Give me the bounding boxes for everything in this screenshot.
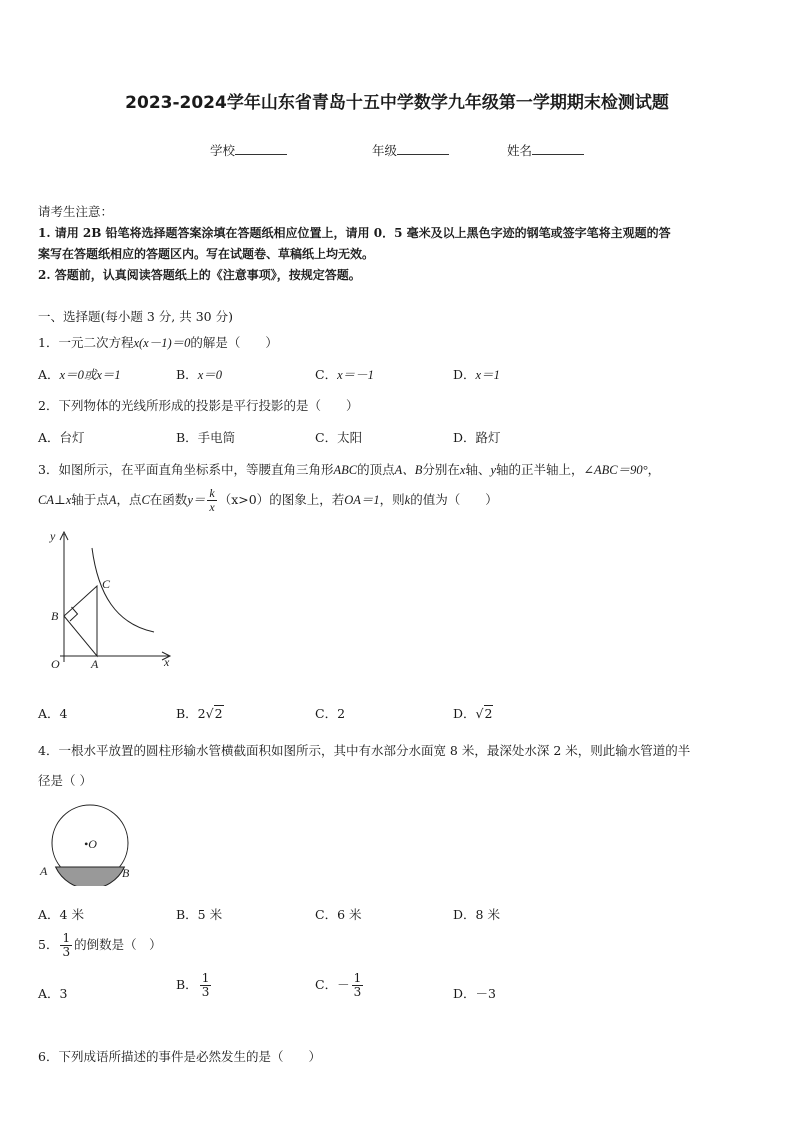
- q3-text: ，点: [116, 492, 142, 507]
- notice-line-1: 1. 请用 2B 铅笔将选择题答案涂填在答题纸相应位置上，请用 0．5 毫米及以上黑色字迹的钢笔或签字笔将主观题的答: [38, 226, 671, 240]
- q1-suffix: 的解是（ ）: [190, 335, 278, 350]
- q5-option-b-num: 1: [201, 971, 210, 985]
- q3-text: 的值为（ ）: [410, 492, 498, 507]
- q1-option-a-text: x＝0或x＝1: [59, 368, 121, 382]
- q1-equation: x(x－1)＝0: [133, 336, 191, 350]
- q5-option-c[interactable]: [315, 972, 365, 999]
- q3-fraction-den: x: [209, 500, 215, 514]
- q5-prefix: 5．: [38, 937, 59, 952]
- q5-option-b-label: B．: [176, 977, 198, 992]
- q3-angle: ∠ABC＝90°: [583, 463, 648, 477]
- q5-option-c-den: 3: [353, 985, 362, 999]
- sqrt-icon: √: [205, 706, 214, 721]
- q1-option-b[interactable]: [176, 365, 222, 383]
- q3-text: 的顶点: [357, 462, 395, 477]
- q5-suffix: 的倒数是（ ）: [74, 937, 162, 952]
- q5-option-c-num: 1: [353, 971, 362, 985]
- section-heading: 一、选择题(每小题 3 分, 共 30 分): [38, 309, 233, 324]
- q5-option-b-den: 3: [201, 985, 210, 999]
- school-label: 学校: [210, 143, 236, 158]
- q3-function: y＝: [187, 493, 206, 507]
- q1-option-a-label: A．: [38, 367, 60, 382]
- water-segment: [56, 867, 125, 886]
- figure-label-x: x: [164, 655, 170, 669]
- q1-option-b-label: B．: [176, 367, 198, 382]
- q1-option-c[interactable]: [315, 365, 374, 383]
- q3-text: 的图象上，若: [269, 492, 345, 507]
- figure-label-o: O: [51, 657, 60, 671]
- q5-fraction: [60, 932, 72, 959]
- q1-option-c-text: x＝－1: [337, 368, 374, 382]
- q3-var: C: [141, 493, 150, 507]
- q3-condition: （x>0）: [218, 492, 270, 507]
- name-label: 姓名: [507, 143, 533, 158]
- q4-stem-line-1: 4．一根水平放置的圆柱形输水管横截面积如图所示，其中有水部分水面宽 8 米，最深处水深 2 米，则此输水管道的半: [38, 743, 691, 758]
- school-blank[interactable]: [235, 142, 287, 155]
- q2-option-c[interactable]: C．太阳: [315, 430, 363, 445]
- q6-stem: 6．下列成语所描述的事件是必然发生的是（ ）: [38, 1049, 321, 1064]
- q3-option-a[interactable]: A．4: [38, 706, 68, 721]
- q3-text: 分别在: [422, 462, 460, 477]
- q5-option-b[interactable]: [176, 972, 213, 999]
- q3-option-b-label: B．2: [176, 706, 206, 721]
- name-field[interactable]: [507, 141, 584, 159]
- q3-stem-line-1: [38, 460, 660, 478]
- q3-var: k: [404, 493, 411, 507]
- q3-option-d[interactable]: [453, 704, 493, 722]
- q1-option-b-text: x＝0: [197, 368, 222, 382]
- notice-line-3: 2. 答题前，认真阅读答题纸上的《注意事项》，按规定答题。: [38, 268, 361, 282]
- q3-var: x: [459, 463, 466, 477]
- q2-stem: 2．下列物体的光线所形成的投影是平行投影的是（ ）: [38, 398, 359, 413]
- q5-stem: [38, 932, 162, 959]
- grade-label: 年级: [372, 143, 398, 158]
- q5-fraction-den: 3: [62, 945, 71, 959]
- grade-blank[interactable]: [397, 142, 449, 155]
- q2-option-a[interactable]: A．台灯: [38, 430, 85, 445]
- school-field[interactable]: [210, 141, 287, 159]
- page-title: 2023-2024学年山东省青岛十五中学数学九年级第一学期期末检测试题: [125, 93, 669, 113]
- q1-option-d-label: D．: [453, 367, 476, 382]
- figure-label-a: A: [91, 657, 99, 671]
- grade-field[interactable]: [372, 141, 449, 159]
- q4-option-d[interactable]: D．8 米: [453, 907, 500, 922]
- q3-stem-line-2: [38, 487, 498, 514]
- figure-label-a: A: [40, 864, 48, 878]
- q3-option-b[interactable]: [176, 704, 224, 722]
- notice-heading: 请考生注意：: [38, 204, 114, 219]
- q1-option-a[interactable]: [38, 365, 121, 383]
- q3-option-b-radicand: 2: [214, 706, 223, 721]
- q3-text: ，则: [379, 492, 405, 507]
- q5-fraction-num: 1: [62, 931, 71, 945]
- figure-label-o: •O: [84, 837, 97, 851]
- q3-option-d-label: D．: [453, 706, 476, 721]
- q5-option-a[interactable]: A．3: [38, 986, 68, 1001]
- q3-var: y: [490, 463, 497, 477]
- q3-text: 轴、: [465, 462, 491, 477]
- q3-text: 轴的正半轴上，: [496, 462, 584, 477]
- triangle-abc: [64, 586, 97, 656]
- q3-var: A: [108, 493, 117, 507]
- q3-figure: [36, 526, 176, 674]
- q1-option-c-label: C．: [315, 367, 338, 382]
- q3-var: ABC: [333, 463, 358, 477]
- q3-var: A、B: [394, 463, 423, 477]
- q5-option-b-fraction: [200, 972, 212, 999]
- q5-option-c-fraction: [352, 972, 364, 999]
- q1-stem: [38, 333, 278, 351]
- figure-label-b: B: [122, 866, 130, 880]
- q3-option-d-radicand: 2: [484, 706, 493, 721]
- q4-option-b[interactable]: B．5 米: [176, 907, 223, 922]
- q3-var: OA＝1: [344, 493, 380, 507]
- q2-option-d[interactable]: D．路灯: [453, 430, 501, 445]
- q3-var: CA⊥x: [38, 493, 72, 507]
- q5-option-c-label: C．－: [315, 977, 350, 992]
- q3-text: 轴于点: [71, 492, 109, 507]
- q4-option-c[interactable]: C．6 米: [315, 907, 362, 922]
- q3-option-c[interactable]: C．2: [315, 706, 346, 721]
- q3-text: 3．如图所示，在平面直角坐标系中，等腰直角三角形: [38, 462, 334, 477]
- q3-text: 在函数: [149, 492, 188, 507]
- q4-figure: [36, 800, 146, 886]
- q5-option-d[interactable]: D．－3: [453, 986, 496, 1001]
- q1-prefix: 1．一元二次方程: [38, 335, 134, 350]
- figure-label-b: B: [51, 609, 59, 623]
- name-blank[interactable]: [532, 142, 584, 155]
- sqrt-icon: √: [475, 706, 484, 721]
- q3-fraction-num: k: [209, 486, 215, 500]
- figure-label-y: y: [50, 529, 56, 543]
- q4-stem-line-2: 径是（ ）: [38, 773, 92, 788]
- q3-text: ，: [647, 462, 661, 477]
- q1-option-d[interactable]: [453, 365, 500, 383]
- figure-label-c: C: [102, 577, 111, 591]
- q4-option-a[interactable]: A．4 米: [38, 907, 84, 922]
- q2-option-b[interactable]: B．手电筒: [176, 430, 236, 445]
- q3-fraction: [207, 487, 216, 514]
- notice-line-2: 案写在答题纸相应的答题区内。写在试题卷、草稿纸上均无效。: [38, 247, 375, 261]
- q1-option-d-text: x＝1: [475, 368, 500, 382]
